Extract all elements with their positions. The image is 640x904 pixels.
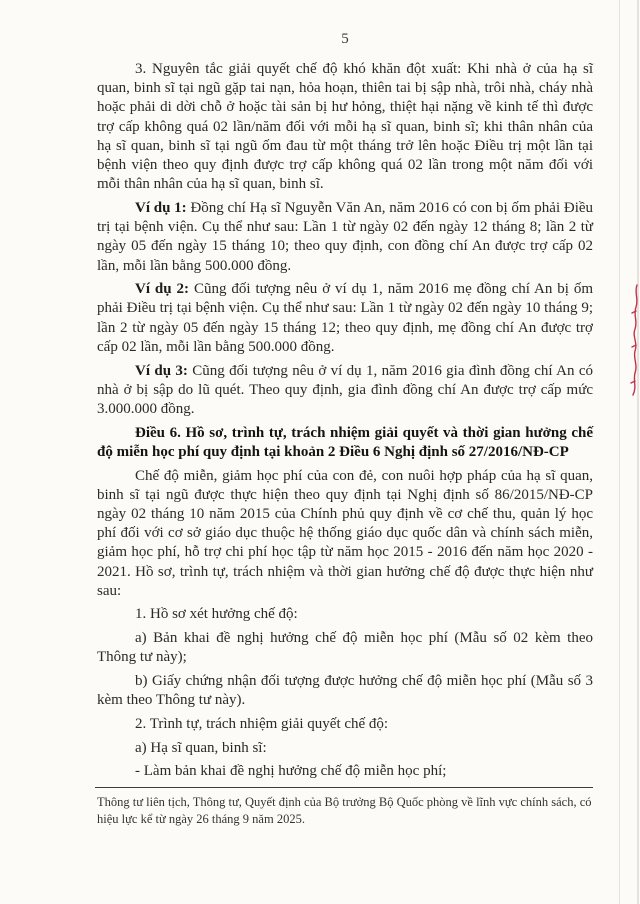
red-ink-annotation [630, 283, 640, 401]
list-item-1b-certificate: b) Giấy chứng nhận đối tượng được hưởng chế độ miễn học phí (Mẫu số 3 kèm theo Thông tư này). [97, 673, 593, 709]
list-item-1a-declaration-form: a) Bản khai đề nghị hưởng chế độ miễn học phí (Mẫu số 02 kèm theo Thông tư này); [97, 630, 593, 666]
footnote-separator-line [95, 787, 593, 788]
document-body [97, 60, 593, 786]
scan-page-edge-line [619, 0, 620, 904]
scan-right-edge-shadow [637, 0, 639, 904]
example-1-label: Ví dụ 1: [135, 199, 187, 216]
example-2-label: Ví dụ 2: [135, 281, 190, 298]
list-item-2-procedure: 2. Trình tự, trách nhiệm giải quyết chế độ: [135, 716, 389, 732]
paragraph-article-6-body: Chế độ miễn, giảm học phí của con đẻ, con nuôi hợp pháp của hạ sĩ quan, binh sĩ tại ngũ được thực hiện theo quy định tại Nghị định số 86/2015/NĐ-CP ngày 02 tháng 10 năm 2015 của Chính phủ quy định về cơ chế thu, quản lý học phí đối với cơ sở giáo dục thuộc hệ thống giáo dục quốc dân và chính sách miễn, giảm học phí, hỗ trợ chi phí học tập từ năm học 2015 - 2016 đến năm học 2020 - 2021. Hồ sơ, trình tự, trách nhiệm và thời gian hưởng chế độ được thực hiện như sau: [97, 467, 593, 599]
page-number: 5 [341, 31, 349, 47]
paragraph-example-2 [97, 280, 593, 357]
red-ink-path [631, 285, 637, 395]
list-item-2a-dash-make-declaration: - Làm bản khai đề nghị hưởng chế độ miễn học phí; [135, 763, 447, 780]
paragraph-example-1 [97, 199, 593, 276]
paragraph-example-3 [97, 362, 593, 420]
footnote-effective-date: Thông tư liên tịch, Thông tư, Quyết định của Bộ trưởng Bộ Quốc phòng về lĩnh vực chính sách, có hiệu lực kể từ ngày 26 tháng 9 năm 2025. [97, 795, 592, 826]
example-1-text: Đồng chí Hạ sĩ Nguyễn Văn An, năm 2016 có con bị ốm phải Điều trị tại bệnh viện. Cụ thể như sau: Lần 1 từ ngày 02 đến ngày 12 tháng 8; lần 2 từ ngày 05 đến ngày 15 tháng 10; theo quy định, con đồng chí An được trợ cấp 02 lần, mỗi lần bằng 500.000 đồng. [97, 199, 594, 274]
heading-article-6: Điều 6. Hồ sơ, trình tự, trách nhiệm giải quyết và thời gian hưởng chế độ miễn học phí quy định tại khoản 2 Điều 6 Nghị định số 27/2016/NĐ-CP [97, 424, 593, 460]
list-item-1-dossier: 1. Hồ sơ xét hưởng chế độ: [135, 606, 298, 623]
example-3-text: Cũng đối tượng nêu ở ví dụ 1, năm 2016 gia đình đồng chí An có nhà ở bị sập do lũ quét. Theo quy định, gia đình đồng chí An được trợ cấp mức 3.000.000 đồng. [97, 362, 593, 417]
list-item-2a-soldiers: a) Hạ sĩ quan, binh sĩ: [135, 739, 267, 756]
paragraph-section-3-hardship-principles: 3. Nguyên tắc giải quyết chế độ khó khăn đột xuất: Khi nhà ở của hạ sĩ quan, binh sĩ tại ngũ gặp tai nạn, hỏa hoạn, thiên tai bị sập nhà, trôi nhà, cháy nhà hoặc phải di dời chỗ ở hoặc tài sản bị hư hỏng, thiệt hại nặng về kinh tế thì được trợ cấp không quá 02 lần/năm đối với mỗi hạ sĩ quan, binh sĩ; khi thân nhân của hạ sĩ quan, binh sĩ tại ngũ ốm đau từ một tháng trở lên hoặc Điều trị một lần tại bệnh viện theo quy định được trợ cấp không quá 02 lần trong một năm đối với mỗi thân nhân của hạ sĩ quan, binh sĩ. [97, 61, 593, 193]
example-3-label: Ví dụ 3: [135, 362, 188, 379]
example-2-text: Cũng đối tượng nêu ở ví dụ 1, năm 2016 mẹ đồng chí An bị ốm phải Điều trị tại bệnh viện. Cụ thể như sau: Lần 1 từ ngày 02 đến ngày 10 tháng 9; lần 2 từ ngày 05 đến ngày 15 tháng 12; theo quy định, mẹ đồng chí An được trợ cấp 02 lần, mỗi lần bằng 500.000 đồng. [97, 281, 593, 355]
